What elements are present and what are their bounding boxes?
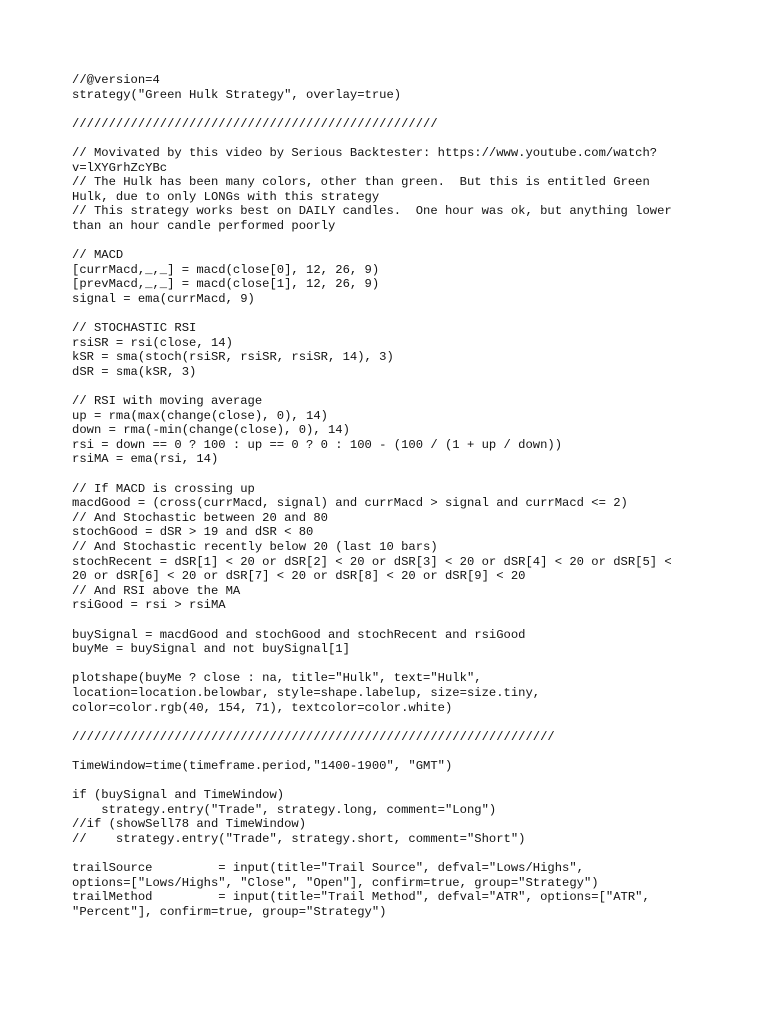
code-line: Hulk, due to only LONGs with this strategy	[72, 189, 380, 204]
code-line: macdGood = (cross(currMacd, signal) and currMacd > signal and currMacd <= 2)	[72, 496, 628, 511]
code-line: down = rma(-min(change(close), 0), 14)	[72, 423, 350, 438]
code-line: rsiMA = ema(rsi, 14)	[72, 452, 219, 467]
code-line: "Percent"], confirm=true, group="Strategy")	[72, 904, 387, 919]
code-line	[72, 379, 712, 394]
code-line	[72, 234, 712, 249]
code-line: // If MACD is crossing up	[72, 481, 255, 496]
code-line: // Movivated by this video by Serious Backtester: https://www.youtube.com/watch?	[72, 145, 658, 160]
code-line	[72, 467, 712, 482]
code-line: v=lXYGrhZcYBc	[72, 160, 168, 175]
code-line: // STOCHASTIC RSI	[72, 321, 197, 336]
code-document	[72, 73, 712, 919]
code-line: stochGood = dSR > 19 and dSR < 80	[72, 525, 314, 540]
code-line	[72, 774, 712, 789]
code-line: // MACD	[72, 248, 124, 263]
code-line: [prevMacd,_,_] = macd(close[1], 12, 26, 9)	[72, 277, 380, 292]
code-line: than an hour candle performed poorly	[72, 218, 336, 233]
code-line: plotshape(buyMe ? close : na, title="Hulk", text="Hulk",	[72, 671, 482, 686]
code-line: // RSI with moving average	[72, 394, 263, 409]
code-line: kSR = sma(stoch(rsiSR, rsiSR, rsiSR, 14), 3)	[72, 350, 394, 365]
code-line: rsi = down == 0 ? 100 : up == 0 ? 0 : 100 - (100 / (1 + up / down))	[72, 437, 563, 452]
code-line	[72, 846, 712, 861]
code-line: // The Hulk has been many colors, other than green. But this is entitled Green	[72, 175, 650, 190]
code-line	[72, 307, 712, 322]
code-line: location=location.belowbar, style=shape.labelup, size=size.tiny,	[72, 685, 541, 700]
code-line: if (buySignal and TimeWindow)	[72, 788, 285, 803]
code-line: dSR = sma(kSR, 3)	[72, 364, 197, 379]
code-line: strategy.entry("Trade", strategy.long, comment="Long")	[72, 802, 497, 817]
code-line: color=color.rgb(40, 154, 71), textcolor=color.white)	[72, 700, 453, 715]
code-line: strategy("Green Hulk Strategy", overlay=true)	[72, 87, 402, 102]
code-line: options=["Lows/Highs", "Close", "Open"], confirm=true, group="Strategy")	[72, 875, 599, 890]
code-line: // And Stochastic recently below 20 (last 10 bars)	[72, 540, 438, 554]
code-line: signal = ema(currMacd, 9)	[72, 291, 255, 306]
code-line: //@version=4	[72, 73, 160, 87]
code-line	[72, 715, 712, 730]
code-line: [currMacd,_,_] = macd(close[0], 12, 26, 9)	[72, 262, 380, 277]
code-line	[72, 102, 712, 117]
code-line	[72, 744, 712, 759]
code-line: TimeWindow=time(timeframe.period,"1400-1900", "GMT")	[72, 758, 453, 773]
code-line: trailSource = input(title="Trail Source", defval="Lows/Highs",	[72, 861, 584, 876]
code-line: trailMethod = input(title="Trail Method", defval="ATR", options=["ATR",	[72, 890, 650, 905]
code-line: stochRecent = dSR[1] < 20 or dSR[2] < 20 or dSR[3] < 20 or dSR[4] < 20 or dSR[5] <	[72, 554, 672, 569]
code-line: // This strategy works best on DAILY candles. One hour was ok, but anything lower	[72, 204, 672, 219]
code-line: // And Stochastic between 20 and 80	[72, 510, 328, 525]
code-line: up = rma(max(change(close), 0), 14)	[72, 408, 328, 423]
code-line	[72, 613, 712, 628]
code-line: //////////////////////////////////////////////////	[72, 116, 438, 131]
code-line: rsiGood = rsi > rsiMA	[72, 598, 226, 613]
code-line: //////////////////////////////////////////////////////////////////	[72, 729, 555, 744]
code-line: buySignal = macdGood and stochGood and stochRecent and rsiGood	[72, 627, 526, 642]
code-line: 20 or dSR[6] < 20 or dSR[7] < 20 or dSR[8] < 20 or dSR[9] < 20	[72, 569, 526, 584]
code-line: //if (showSell78 and TimeWindow)	[72, 817, 307, 832]
code-line	[72, 657, 712, 672]
code-line: // strategy.entry("Trade", strategy.short, comment="Short")	[72, 831, 526, 846]
code-line: rsiSR = rsi(close, 14)	[72, 335, 233, 350]
code-line: buyMe = buySignal and not buySignal[1]	[72, 642, 350, 657]
code-line	[72, 131, 712, 146]
code-line: // And RSI above the MA	[72, 583, 241, 598]
